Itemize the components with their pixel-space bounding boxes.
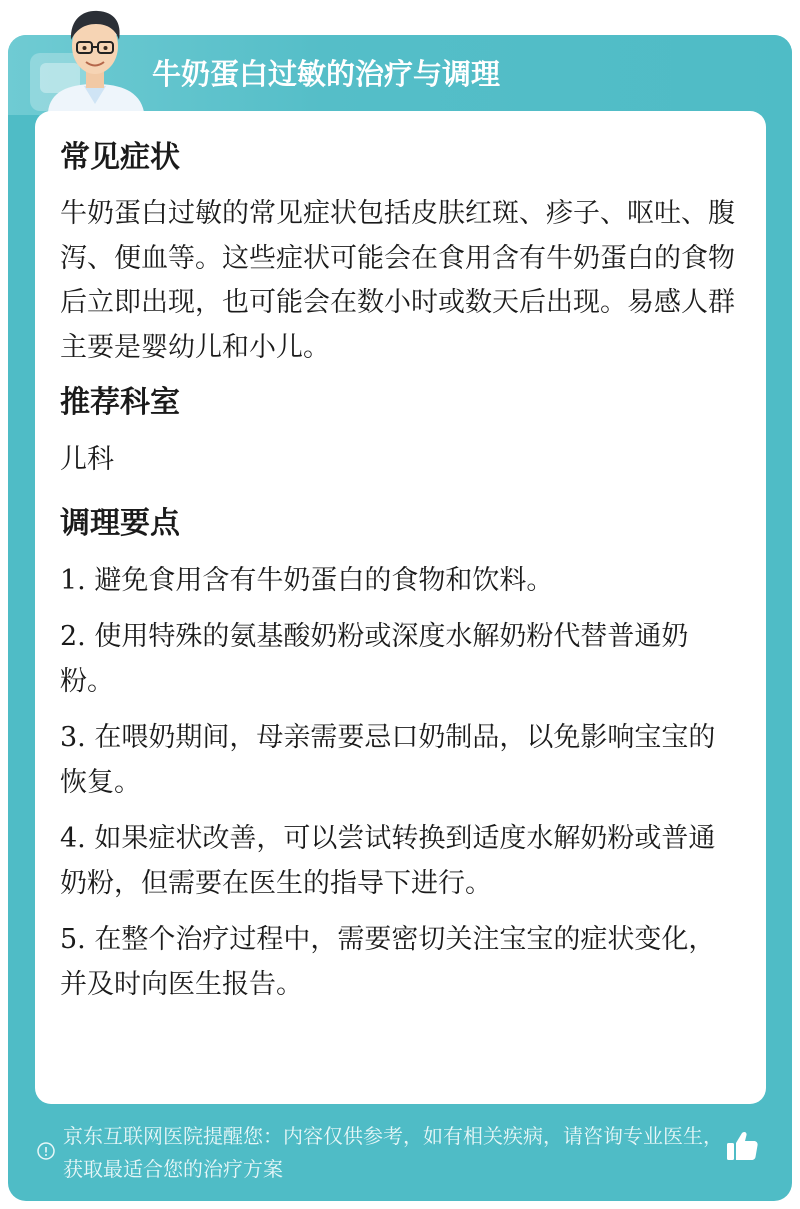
thumbs-up-icon[interactable] (724, 1128, 760, 1164)
item-text: 避免食用含有牛奶蛋白的食物和饮料。 (94, 564, 554, 596)
item-text: 如果症状改善，可以尝试转换到适度水解奶粉或普通奶粉，但需要在医生的指导下进行。 (60, 823, 716, 899)
care-list-item (60, 918, 740, 1007)
content-card (35, 111, 766, 1104)
department-heading: 推荐科室 (60, 385, 180, 420)
care-list-item (60, 559, 740, 604)
department-text: 儿科 (60, 444, 114, 475)
care-heading: 调理要点 (60, 505, 180, 541)
care-list-item (60, 716, 740, 805)
info-icon (37, 1142, 55, 1160)
item-text: 使用特殊的氨基酸奶粉或深度水解奶粉代替普通奶粉。 (60, 621, 689, 697)
item-number: 2. (60, 621, 86, 652)
content-body (60, 137, 740, 1019)
item-number: 4. (60, 823, 86, 854)
doctor-avatar-icon (40, 0, 150, 112)
disclaimer-text: 京东互联网医院提醒您：内容仅供参考，如有相关疾病，请咨询专业医生，获取最适合您的治疗方案 (63, 1124, 723, 1181)
item-number: 5. (60, 924, 86, 955)
symptoms-text: 牛奶蛋白过敏的常见症状包括皮肤红斑、疹子、呕吐、腹泻、便血等。这些症状可能会在食用含有牛奶蛋白的食物后立即出现，也可能会在数小时或数天后出现。易感人群主要是婴幼儿和小儿。 (60, 198, 735, 363)
care-list-item (60, 615, 740, 704)
item-number: 3. (60, 722, 86, 753)
item-text: 在喂奶期间，母亲需要忌口奶制品，以免影响宝宝的恢复。 (60, 722, 716, 798)
page-title: 牛奶蛋白过敏的治疗与调理 (152, 57, 501, 91)
item-text: 在整个治疗过程中，需要密切关注宝宝的症状变化，并及时向医生报告。 (60, 924, 716, 1000)
care-list-item (60, 817, 740, 906)
item-number: 1. (60, 564, 86, 596)
symptoms-heading: 常见症状 (60, 140, 180, 175)
